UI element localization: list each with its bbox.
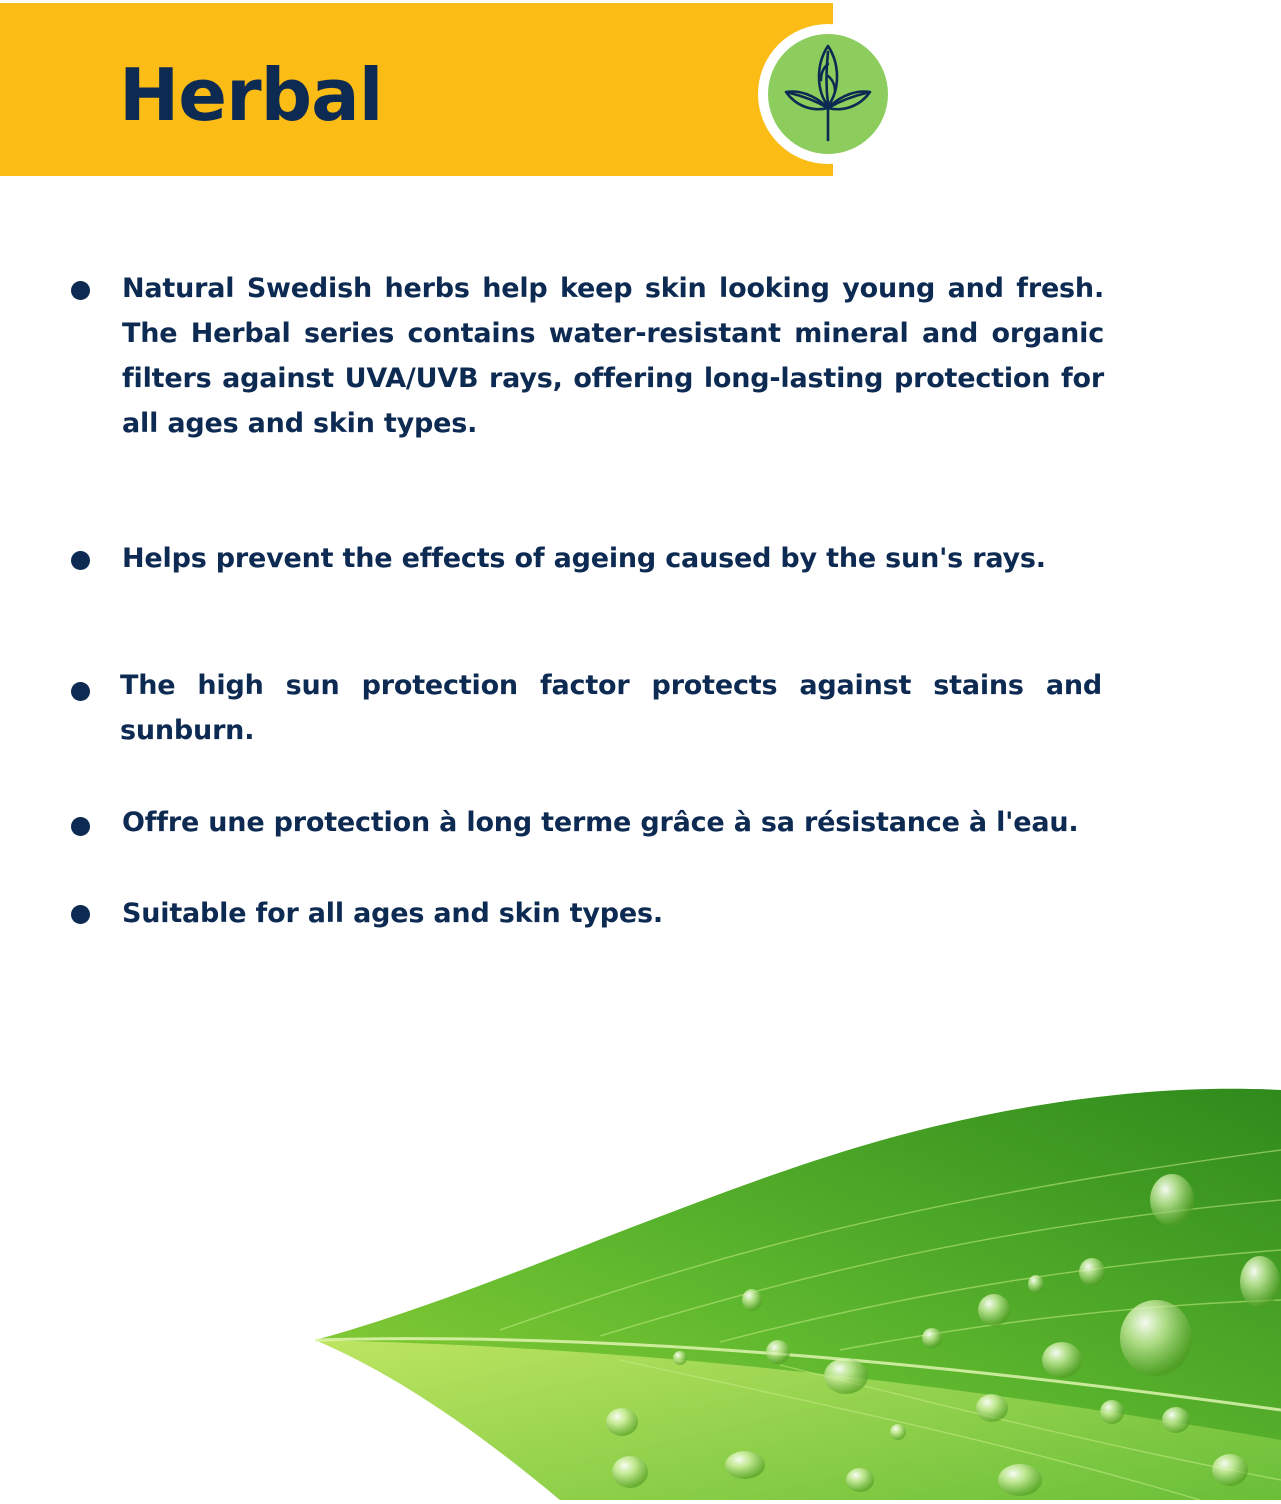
header-banner	[0, 3, 833, 176]
bullet-dot-icon	[71, 817, 90, 836]
page-title: Herbal	[119, 53, 383, 137]
herbal-leaf-icon	[768, 34, 888, 154]
herbal-badge	[758, 24, 898, 164]
leaf-with-droplets-icon	[300, 1060, 1281, 1500]
bullet-dot-icon	[71, 281, 90, 300]
feature-text: Helps prevent the effects of ageing caused by the sun's rays.	[122, 543, 1046, 574]
bullet-dot-icon	[71, 682, 90, 701]
badge-circle	[768, 34, 888, 154]
leaf-image	[300, 1060, 1281, 1500]
feature-text: The high sun protection factor protects against stains and sunburn.	[120, 670, 1102, 746]
feature-text: Suitable for all ages and skin types.	[122, 898, 663, 929]
bullet-dot-icon	[71, 551, 90, 570]
feature-text: Offre une protection à long terme grâce à sa résistance à l'eau.	[122, 807, 1079, 838]
feature-text: Natural Swedish herbs help keep skin looking young and fresh. The Herbal series contains water-resistant mineral and organic filters against UVA/UVB rays, offering long-lasting protection for all ages and skin types.	[122, 273, 1104, 439]
bullet-dot-icon	[71, 905, 90, 924]
